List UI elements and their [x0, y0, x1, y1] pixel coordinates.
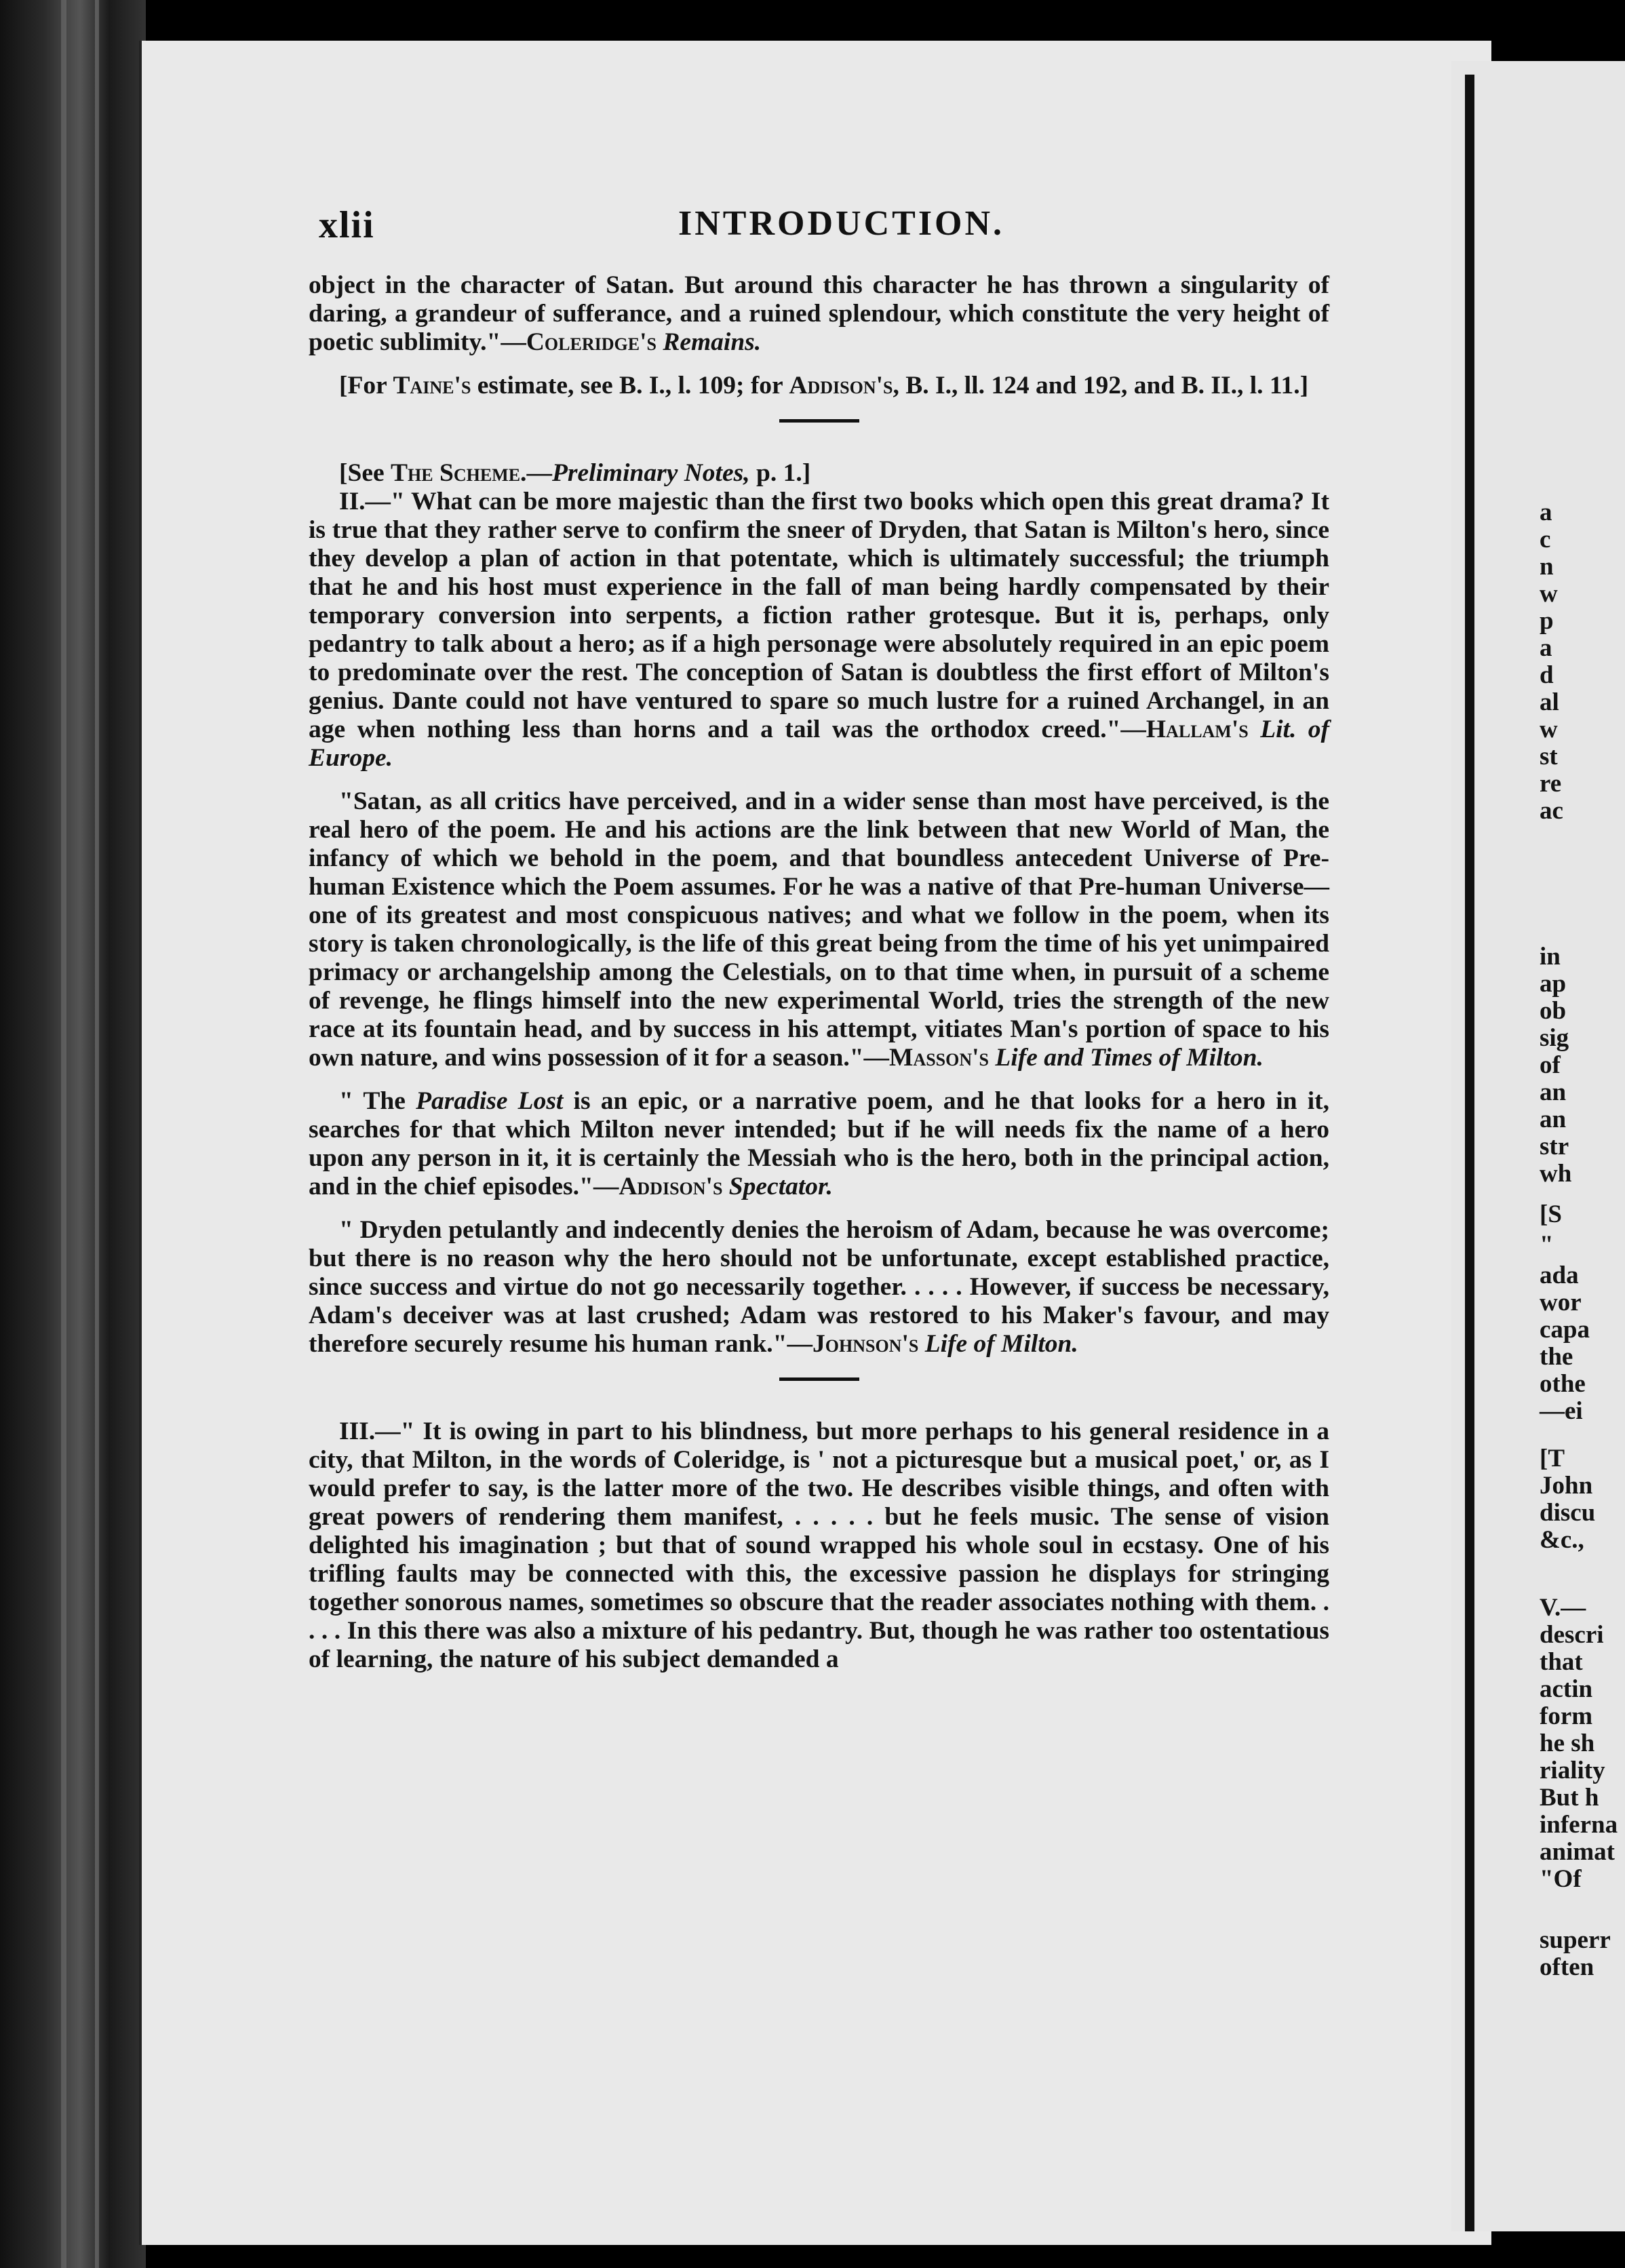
- right-page-fragment: c: [1540, 526, 1551, 553]
- right-page-fragment: st: [1540, 743, 1558, 770]
- paragraph-hallam: II.—" What can be more majestic than the first two books which open this great drama? It is true that they rather serve to confirm the sneer of Dryden, that Satan is Milton's hero, since they develop a plan of action in that potentate, which is ultimately successful; the triumph that he and his host must experience in the fall of man being hardly compensated by their temporary conversion into serpents, a fiction rather grotesque. But it is, perhaps, only pedantry to talk about a hero; as if a high personage were absolutely required in an epic poem to predominate over the rest. The conception of Satan is doubtless the first effort of Milton's genius. Dante could not have ventured to spare so much lustre for a ruined Archangel, in an age when nothing less than horns and a tail was the orthodox creed."—Hallam's Lit. of Europe.: [309, 488, 1330, 772]
- right-page-fragment: str: [1540, 1133, 1569, 1160]
- right-page-fragment: V.—: [1540, 1594, 1586, 1622]
- right-page-fragment: ob: [1540, 997, 1567, 1025]
- right-page-fragment: descri: [1540, 1621, 1604, 1649]
- page-gutter: [1465, 75, 1474, 2231]
- right-page-fragment: a: [1540, 634, 1552, 662]
- right-page-fragment: superr: [1540, 1926, 1611, 1954]
- page-body: [309, 271, 1329, 1674]
- right-page-fragment: &c.,: [1540, 1526, 1584, 1554]
- right-page-fragment: "Of: [1540, 1865, 1582, 1893]
- right-page-fragment: ada: [1540, 1262, 1579, 1289]
- right-page-fragment: animat: [1540, 1838, 1615, 1866]
- binding-edge: [61, 0, 66, 2268]
- right-page-fragment: d: [1540, 661, 1554, 689]
- right-page-fragment: w: [1540, 716, 1558, 743]
- paragraph-scheme-note: [See The Scheme.—Preliminary Notes, p. 1.]: [339, 459, 811, 487]
- right-page-fragment: an: [1540, 1106, 1567, 1133]
- right-page-fragment: a: [1540, 498, 1552, 526]
- right-page-fragment: of: [1540, 1051, 1561, 1079]
- right-page-fragment: the: [1540, 1343, 1573, 1371]
- right-page-fragment: riality: [1540, 1757, 1605, 1784]
- right-page-fragment: p: [1540, 607, 1554, 635]
- right-page-fragment: discu: [1540, 1499, 1596, 1527]
- right-page-fragment: n: [1540, 553, 1554, 581]
- right-page-fragment: often: [1540, 1953, 1594, 1981]
- right-page-fragment: form: [1540, 1702, 1593, 1730]
- section-divider: [779, 1377, 859, 1381]
- paragraph-section-three: III.—" It is owing in part to his blindness, but more perhaps to his general residence in a city, that Milton, in the words of Coleridge, is ' not a picturesque but a musical poet,' or, as I would prefer to say, is the latter more of the two. He describes visible things, and often with great powers of rendering them manifest, . . . . . but he feels music. The sense of vision delighted his imagination ; but that of sound wrapped his whole soul in ecstasy. One of his trifling faults may be connected with this, the excessive passion he displays for stringing together sonorous names, sometimes so obscure that the reader associates nothing with them. . . . . In this there was also a mixture of his pedantry. But, though he was rather too ostentatious of learning, the nature of his subject demanded a: [309, 1418, 1329, 1673]
- right-page-fragment: [T: [1540, 1445, 1565, 1472]
- book-binding: [0, 0, 146, 2268]
- right-page-fragment: he sh: [1540, 1729, 1595, 1757]
- right-page-fragment: wh: [1540, 1160, 1572, 1188]
- right-page-fragment: re: [1540, 770, 1562, 798]
- page-number: xlii: [319, 204, 375, 246]
- paragraph-johnson: " Dryden petulantly and indecently denies the heroism of Adam, because he was overcome; but there is no reason why the hero should not be unfortunate, except established practice, since success and virtue do not go necessarily together. . . . . However, if success be necessary, Adam's deceiver was at last crushed; Adam was restored to his Maker's favour, and may therefore securely resume his human rank."—Johnson's Life of Milton.: [309, 1216, 1329, 1358]
- paragraph-references: [For Taine's estimate, see B. I., l. 109; for Addison's, B. I., ll. 124 and 192, and B. II., l. 11.]: [339, 372, 1309, 399]
- right-page-fragment: w: [1540, 580, 1558, 608]
- right-page-fragment: in: [1540, 943, 1561, 971]
- right-page-fragment: —ei: [1540, 1397, 1583, 1425]
- page-header: [319, 203, 1323, 244]
- right-page-fragment: othe: [1540, 1370, 1586, 1398]
- right-page-fragment: sig: [1540, 1024, 1569, 1052]
- right-page-fragment: [S: [1540, 1200, 1562, 1228]
- right-page-fragment: But h: [1540, 1784, 1599, 1812]
- running-head: INTRODUCTION.: [678, 204, 1005, 243]
- paragraph-addison: " The Paradise Lost is an epic, or a narrative poem, and he that looks for a hero in it, searches for that which Milton never intended; but if he will needs fix the name of a hero upon any person in it, it is certainly the Messiah who is the hero, both in the principal action, and in the chief episodes."—Addison's Spectator.: [309, 1087, 1330, 1200]
- right-page-fragment: John: [1540, 1472, 1593, 1500]
- right-page-fragment: capa: [1540, 1316, 1590, 1344]
- right-page-fragment: ac: [1540, 797, 1563, 825]
- section-divider: [779, 419, 859, 423]
- right-page-fragment: that: [1540, 1648, 1583, 1676]
- right-page: [1451, 61, 1625, 2231]
- paragraph-coleridge: object in the character of Satan. But around this character he has thrown a singularity of daring, a grandeur of sufferance, and a ruined splendour, which constitute the very height of poetic sublimity."—Coleridge's Remains.: [309, 271, 1329, 356]
- binding-edge: [95, 0, 99, 2268]
- right-page-fragment: actin: [1540, 1675, 1593, 1703]
- paragraph-masson: "Satan, as all critics have perceived, and in a wider sense than most have perceived, is the real hero of the poem. He and his actions are the link between that new World of Man, the infancy of which we behold in the poem, and that boundless antecedent Universe of Pre-human Existence which the Poem assumes. For he was a native of that Pre-human Universe—one of its greatest and most conspicuous natives; and what we follow in the poem, when its story is taken chronologically, is the life of this great being from the time of his yet unimpaired primacy or archangelship among the Celestials, on to that time when, in pursuit of a scheme of revenge, he flings himself into the new experimental World, tries the strength of the new race at its fountain head, and by success in his attempt, vitiates Man's portion of space to his own nature, and wins possession of it for a season."—Masson's Life and Times of Milton.: [309, 787, 1329, 1072]
- right-page-fragment: inferna: [1540, 1811, 1618, 1839]
- right-page-fragment: wor: [1540, 1289, 1582, 1316]
- right-page-fragment: ": [1540, 1231, 1554, 1259]
- right-page-fragment: al: [1540, 688, 1559, 716]
- right-page-fragment: ap: [1540, 970, 1567, 998]
- right-page-fragment: an: [1540, 1078, 1567, 1106]
